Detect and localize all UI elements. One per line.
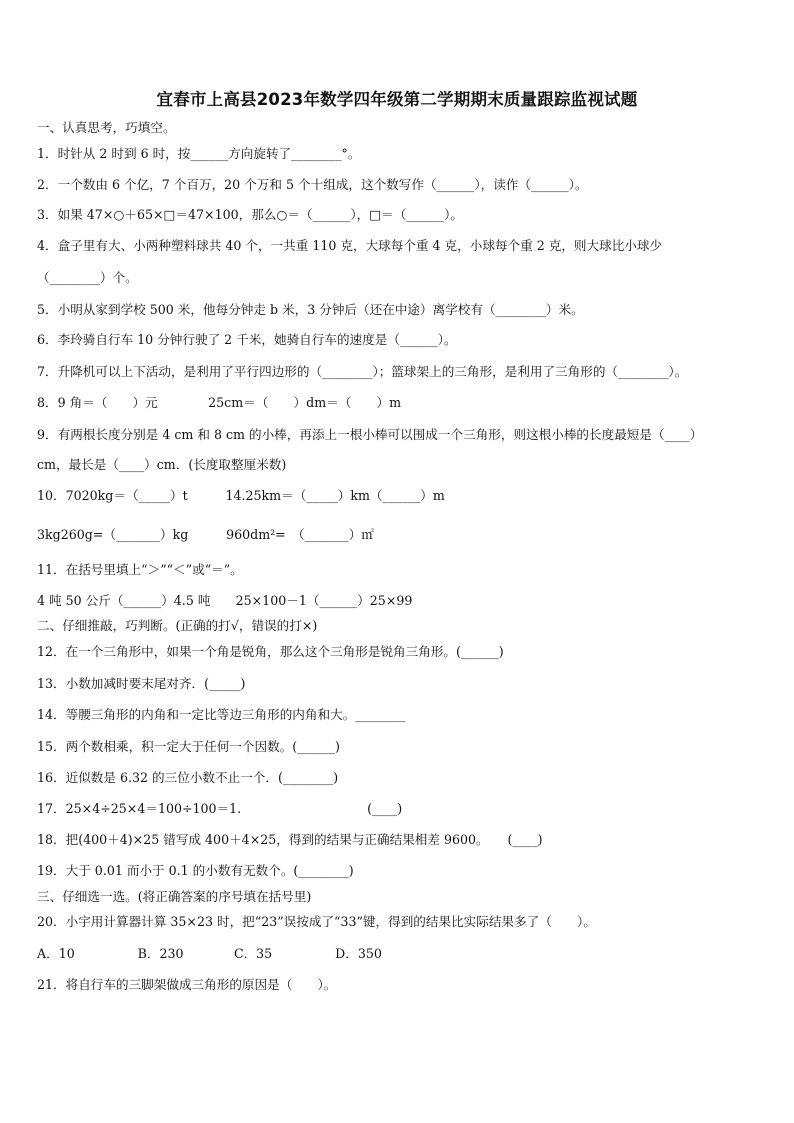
question-6: 6．李玲骑自行车 10 分钟行驶了 2 千米，她骑自行车的速度是（______）。 [37, 332, 457, 347]
question-21: 21．将自行车的三脚架做成三角形的原因是（ ）。 [37, 977, 337, 992]
question-13: 13．小数加减时要末尾对齐．(_____) [37, 676, 246, 691]
question-3: 3．如果 47×○＋65×□＝47×100，那么○＝（______），□＝（______）。 [37, 207, 464, 222]
question-4: 4．盒子里有大、小两种塑料球共 40 个，一共重 110 克，大球每个重 4 克，小球每个重 2 克，则大球比小球少 [37, 238, 663, 253]
section-heading-fill-blank: 一、认真思考，巧填空。 [37, 120, 176, 135]
question-2: 2．一个数由 6 个亿，7 个百万，20 个万和 5 个十组成，这个数写作（______），读作（______）。 [37, 177, 588, 192]
question-10: 10．7020kg＝（_____）t 14.25km＝（_____）km（______）m [37, 488, 445, 503]
section-heading-judge: 二、仔细推敲，巧判断。(正确的打√，错误的打×) [37, 618, 318, 633]
question-5: 5．小明从家到学校 500 米，他每分钟走 b 米，3 分钟后（还在中途）离学校有（________）米。 [37, 302, 584, 317]
page-title: 宜春市上高县2023年数学四年级第二学期期末质量跟踪监视试题 [156, 90, 638, 109]
question-11: 11．在括号里填上“＞”“＜”或“＝”。 [37, 562, 243, 577]
question-16: 16．近似数是 6.32 的三位小数不止一个．(________) [37, 770, 339, 785]
question-10-continued: 3kg260g=（_______）kg 960dm²= （_______）㎡ [37, 527, 374, 542]
question-14: 14．等腰三角形的内角和一定比等边三角形的内角和大。________ [37, 707, 406, 722]
section-heading-choice: 三、仔细选一选。(将正确答案的序号填在括号里) [37, 889, 312, 904]
question-12: 12．在一个三角形中，如果一个角是锐角，那么这个三角形是锐角三角形。(______) [37, 644, 504, 659]
question-19: 19．大于 0.01 而小于 0.1 的小数有无数个。(________) [37, 863, 354, 878]
question-17: 17．25×4÷25×4＝100÷100＝1. (____) [37, 801, 403, 816]
question-20-options: A．10 B．230 C．35 D．350 [37, 946, 382, 961]
question-8: 8．9 角＝（ ）元 25cm＝（ ）dm＝（ ）m [37, 395, 402, 410]
question-9: 9．有两根长度分别是 4 cm 和 8 cm 的小棒，再添上一根小棒可以围成一个三角形，则这根小棒的长度最短是（____） [37, 427, 703, 442]
question-11-items: 4 吨 50 公斤（______）4.5 吨 25×100－1（______）25×99 [37, 593, 413, 608]
question-20: 20．小宇用计算器计算 35×23 时，把“23”误按成了“33”键，得到的结果比实际结果多了（ ）。 [37, 914, 596, 929]
question-7: 7．升降机可以上下活动，是利用了平行四边形的（________）；篮球架上的三角形，是利用了三角形的（________）。 [37, 364, 688, 379]
question-15: 15．两个数相乘，积一定大于任何一个因数。(______) [37, 739, 340, 754]
question-4-continued: （________）个。 [37, 270, 138, 285]
question-1: 1．时针从 2 时到 6 时，按______方向旋转了________°。 [37, 146, 361, 161]
question-18: 18．把(400＋4)×25 错写成 400＋4×25，得到的结果与正确结果相差 9600。 (____) [37, 832, 543, 847]
question-9-continued: cm，最长是（____）cm．(长度取整厘米数) [37, 457, 287, 472]
